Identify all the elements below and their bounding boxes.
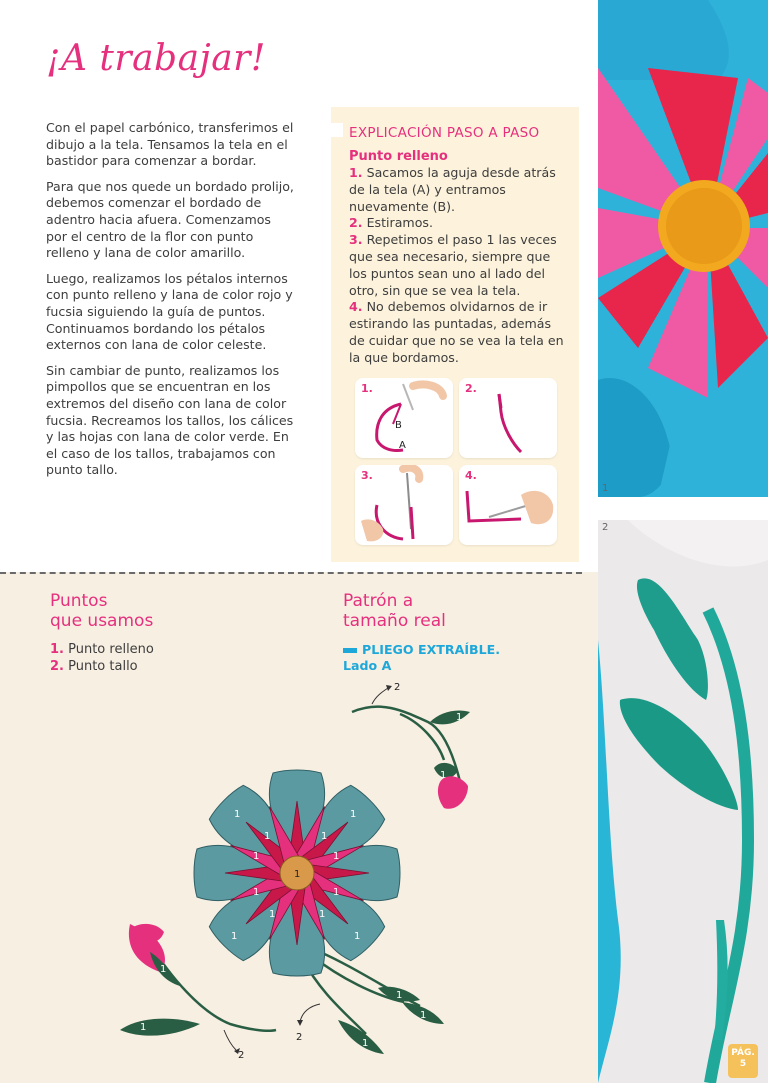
step-by-step-box bbox=[331, 107, 579, 562]
point-b-label: B bbox=[395, 420, 402, 431]
page-label: PÁG. bbox=[731, 1048, 755, 1058]
embroidered-flower-image bbox=[598, 0, 768, 497]
fill-label: 1 bbox=[333, 851, 340, 862]
embroidery-pattern bbox=[0, 572, 598, 1083]
pattern-title-line: tamaño real bbox=[343, 611, 446, 631]
steps-list bbox=[349, 165, 569, 367]
point-a-label: A bbox=[399, 440, 406, 451]
fill-label: 1 bbox=[319, 909, 326, 920]
step-image-number: 4. bbox=[465, 469, 477, 482]
box-notch bbox=[331, 123, 343, 137]
embroidered-stem-image bbox=[598, 520, 768, 1083]
step-number: 3. bbox=[349, 232, 363, 248]
points-title-line: que usamos bbox=[50, 611, 154, 631]
intro-paragraph: Para que nos quede un bordado prolijo, debemos comenzar el bordado de adentro hacia afuera. Comenzamos por el centro de la flor con punto relleno y lana de color amarillo. bbox=[46, 178, 294, 261]
page-title: ¡A trabajar! bbox=[46, 38, 266, 79]
fill-label: 1 bbox=[253, 887, 260, 898]
step-number: 2. bbox=[349, 215, 363, 231]
stem-label: 2 bbox=[238, 1050, 245, 1061]
intro-paragraph: Luego, realizamos los pétalos internos con punto relleno y lana de color rojo y fucsia siguiendo la guía de puntos. Continuamos bordando los pétalos externos con lana de color celeste. bbox=[46, 270, 293, 353]
step-number: 1. bbox=[349, 165, 363, 180]
fill-label: 1 bbox=[294, 869, 301, 880]
steps-heading: EXPLICACIÓN PASO A PASO bbox=[349, 125, 540, 141]
fill-label: 1 bbox=[333, 887, 340, 898]
step-text: No debemos olvidarnos de ir estirando las puntadas, además de cuidar que no se vea la tela en la que bordamos. bbox=[349, 299, 564, 365]
sheet-note-line: PLIEGO EXTRAÍBLE. bbox=[343, 642, 500, 658]
photo-flower-closeup bbox=[598, 0, 768, 497]
pattern-flower bbox=[194, 770, 400, 976]
page-number-badge bbox=[728, 1044, 758, 1078]
step-image-3 bbox=[355, 465, 453, 545]
step-image-number: 2. bbox=[465, 382, 477, 395]
fill-label: 1 bbox=[456, 712, 463, 723]
step-item bbox=[349, 165, 569, 215]
fill-label: 1 bbox=[396, 990, 403, 1001]
page-number: 5 bbox=[739, 1059, 747, 1069]
stem-label: 2 bbox=[296, 1032, 303, 1043]
fill-label: 1 bbox=[362, 1038, 369, 1049]
step-text: Sacamos la aguja desde atrás de la tela (A) y entramos nuevamente (B). bbox=[349, 165, 556, 214]
stem-label: 2 bbox=[394, 682, 401, 693]
fill-label: 1 bbox=[354, 931, 361, 942]
step-text: Estiramos. bbox=[366, 215, 433, 231]
photo-stem-closeup bbox=[598, 520, 768, 1083]
fill-label: 1 bbox=[321, 831, 328, 842]
photo-caption: 1 bbox=[602, 483, 609, 494]
upper-right-sprig bbox=[352, 682, 470, 809]
pattern-title-line: Patrón a bbox=[343, 591, 414, 611]
fill-label: 1 bbox=[234, 809, 241, 820]
step-image-1 bbox=[355, 378, 453, 458]
fill-label: 1 bbox=[140, 1022, 147, 1033]
fill-label: 1 bbox=[160, 964, 167, 975]
step-text: Repetimos el paso 1 las veces que sea necesario, siempre que los puntos sean uno al lado del otro, sin que se vea la tela. bbox=[349, 232, 557, 298]
point-text: Punto relleno bbox=[68, 642, 154, 657]
intro-text bbox=[46, 120, 294, 488]
point-number: 2. bbox=[50, 659, 64, 674]
step-image-4 bbox=[459, 465, 557, 545]
intro-paragraph: Sin cambiar de punto, realizamos los pimpollos que se encuentran en los extremos del diseño con lana de color fucsia. Recreamos los tallos, los cálices y las hojas con lana de color verde. En el caso de los tallos, trabajamos con punto tallo. bbox=[46, 362, 294, 478]
step-image-number: 1. bbox=[361, 382, 373, 395]
photo-caption: 2 bbox=[602, 522, 609, 533]
intro-paragraph: Con el papel carbónico, transferimos el dibujo a la tela. Tensamos la tela en el bastidor para comenzar a bordar. bbox=[46, 120, 294, 169]
points-title-line: Puntos bbox=[50, 591, 108, 611]
step-image-2 bbox=[459, 378, 557, 458]
fill-label: 1 bbox=[350, 809, 357, 820]
step-item bbox=[349, 299, 569, 366]
fill-label: 1 bbox=[269, 909, 276, 920]
step-item bbox=[349, 215, 569, 232]
steps-subtitle: Punto relleno bbox=[349, 149, 448, 164]
step-image-number: 3. bbox=[361, 469, 373, 482]
step-number: 4. bbox=[349, 299, 363, 315]
point-number: 1. bbox=[50, 642, 64, 657]
fill-label: 1 bbox=[440, 770, 447, 781]
step-item bbox=[349, 232, 569, 299]
fill-label: 1 bbox=[231, 931, 238, 942]
fill-label: 1 bbox=[253, 851, 260, 862]
point-text: Punto tallo bbox=[68, 659, 138, 674]
sheet-note-line: Lado A bbox=[343, 658, 392, 673]
fill-label: 1 bbox=[420, 1010, 427, 1021]
fill-label: 1 bbox=[264, 831, 271, 842]
